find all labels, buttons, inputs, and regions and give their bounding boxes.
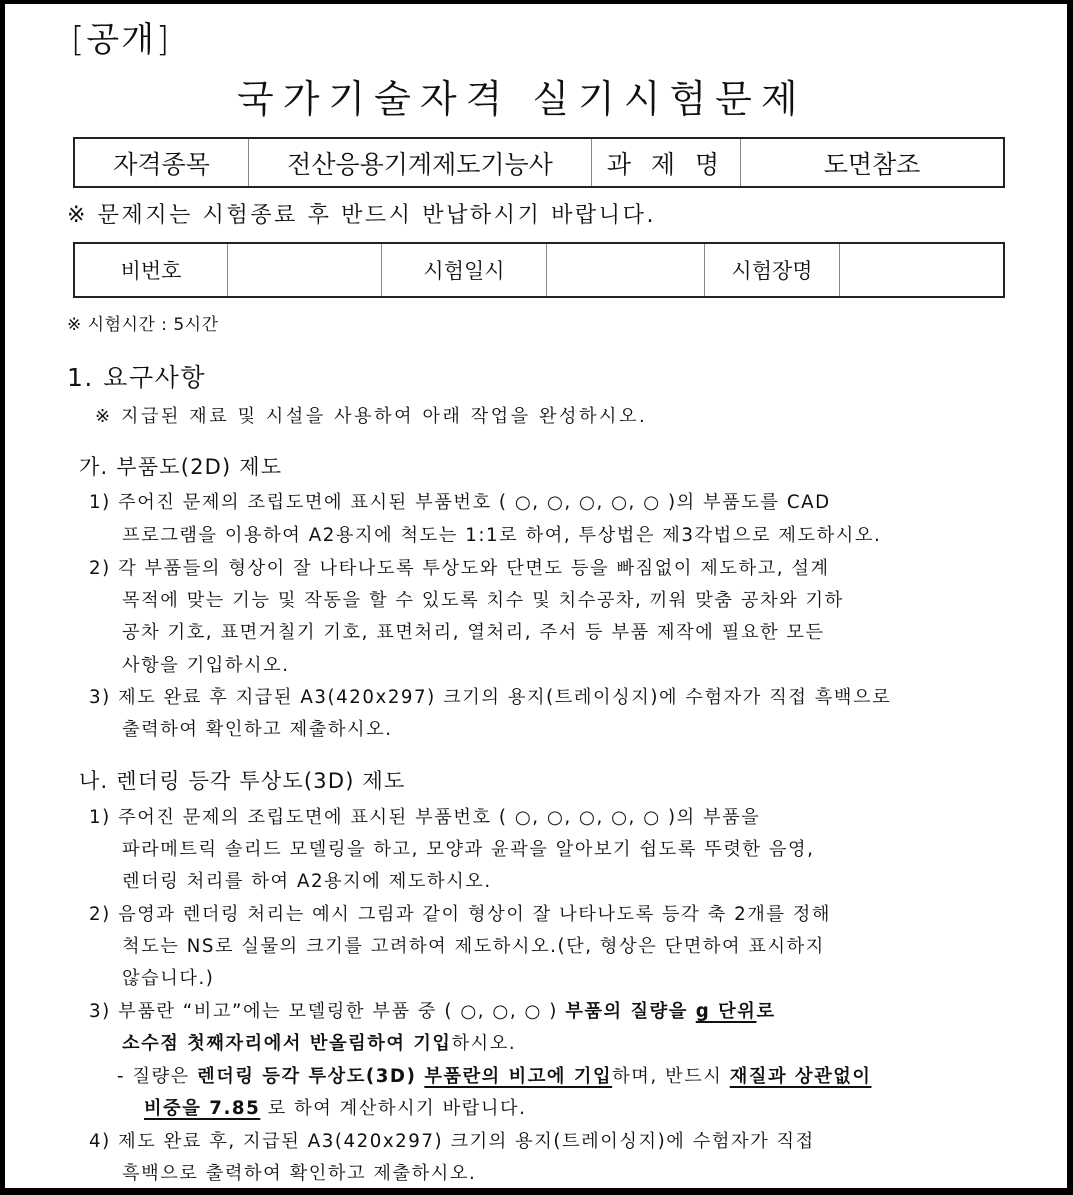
part-b-line: 2) 음영과 렌더링 처리는 예시 그림과 같이 형상이 잘 나타나도록 등각 축 2개를 정해: [89, 904, 832, 925]
part-b-item3-cont: 소수점 첫째자리에서 반올림하여 기입하시오.: [122, 1033, 517, 1054]
exam-info-table: [73, 242, 1005, 298]
part-b-heading: 나. 렌더링 등각 투상도(3D) 제도: [79, 769, 406, 793]
exam-document-page: [5, 4, 1067, 1188]
part-a-line: 프로그램을 이용하여 A2용지에 척도는 1:1로 하여, 투상법은 제3각법으로 제도하시오.: [122, 525, 882, 546]
qualification-info-table: [73, 137, 1005, 188]
exam-site-label: 시험장명: [705, 244, 840, 296]
qualification-label: 자격종목: [75, 139, 249, 186]
part-b-line: 렌더링 처리를 하여 A2용지에 제도하시오.: [122, 871, 492, 892]
document-title: 국가기술자격 실기시험문제: [237, 77, 807, 121]
part-a-line: 1) 주어진 문제의 조립도면에 표시된 부품번호 ( ○, ○, ○, ○, ○ )의 부품도를 CAD: [89, 492, 831, 513]
exam-site-value: [840, 244, 1003, 296]
section-heading-requirements: 1. 요구사항: [67, 363, 206, 392]
part-a-line: 출력하여 확인하고 제출하시오.: [122, 719, 393, 740]
part-b-line: 1) 주어진 문제의 조립도면에 표시된 부품번호 ( ○, ○, ○, ○, ○ )의 부품을: [89, 807, 761, 828]
part-a-heading: 가. 부품도(2D) 제도: [79, 455, 283, 479]
exam-date-label: 시험일시: [382, 244, 547, 296]
public-tag: [공개]: [71, 20, 172, 60]
part-b-item4-cont: 흑백으로 출력하여 확인하고 제출하시오.: [122, 1163, 477, 1184]
exam-duration: ※ 시험시간 : 5시간: [67, 315, 219, 335]
requirements-note: ※ 지급된 재료 및 시설을 사용하여 아래 작업을 완성하시오.: [95, 406, 648, 427]
secret-number-value: [228, 244, 382, 296]
part-b-line: 척도는 NS로 실물의 크기를 고려하여 제도하시오.(단, 형상은 단면하여 표시하지: [122, 936, 825, 957]
part-a-line: 2) 각 부품들의 형상이 잘 나타나도록 투상도와 단면도 등을 빠짐없이 제도하고, 설계: [89, 558, 830, 579]
part-a-line: 사항을 기입하시오.: [122, 655, 290, 676]
task-name-value: 도면참조: [823, 149, 921, 179]
part-b-item3-sub: - 질량은 렌더링 등각 투상도(3D) 부품란의 비고에 기입하며, 반드시 재질과 상관없이: [117, 1066, 872, 1087]
part-b-line: 않습니다.): [122, 968, 215, 989]
part-a-line: 3) 제도 완료 후 지급된 A3(420x297) 크기의 용지(트레이싱지)에 수험자가 직접 흑백으로: [89, 687, 892, 708]
secret-number-label: 비번호: [75, 244, 228, 296]
qualification-value: 전산응용기계제도기능사: [249, 139, 592, 186]
task-name-label: 과 제 명: [592, 139, 741, 186]
part-b-item3: 3) 부품란 “비고”에는 모델링한 부품 중 ( ○, ○, ○ ) 부품의 질량을 g 단위로: [89, 1001, 776, 1022]
part-b-line: 파라메트릭 솔리드 모델링을 하고, 모양과 윤곽을 알아보기 쉽도록 뚜렷한 음영,: [122, 839, 815, 860]
part-a-line: 목적에 맞는 기능 및 작동을 할 수 있도록 치수 및 치수공차, 끼워 맞춤 공차와 기하: [122, 590, 844, 611]
part-b-item3-sub-cont: 비중을 7.85 로 하여 계산하시기 바랍니다.: [144, 1098, 527, 1119]
part-b-item4: 4) 제도 완료 후, 지급된 A3(420x297) 크기의 용지(트레이싱지)에 수험자가 직접: [89, 1131, 815, 1152]
return-notice: ※ 문제지는 시험종료 후 반드시 반납하시기 바랍니다.: [67, 203, 657, 228]
exam-date-value: [547, 244, 705, 296]
part-a-line: 공차 기호, 표면거칠기 기호, 표면처리, 열처리, 주서 등 부품 제작에 필요한 모든: [122, 622, 825, 643]
